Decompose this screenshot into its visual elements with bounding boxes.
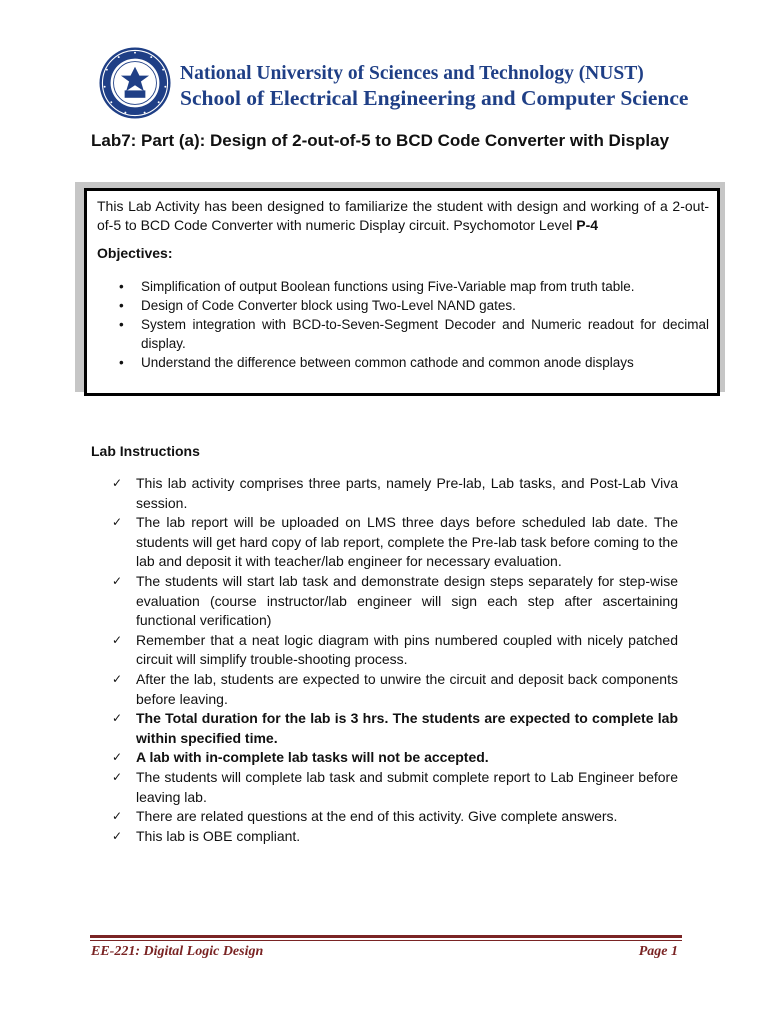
list-item: ✓ The Total duration for the lab is 3 hrs. The students are expected to complete lab within specified time. xyxy=(112,710,678,746)
list-item: ✓ The lab report will be uploaded on LMS three days before scheduled lab date. The students will get hard copy of lab report, complete the Pre-lab task before coming to the lab and deposit it with teacher/lab engineer for necessary evaluation. xyxy=(112,514,678,570)
list-item: ✓ After the lab, students are expected to unwire the circuit and deposit back components before leaving. xyxy=(112,670,678,707)
bullet-icon: • xyxy=(119,298,124,313)
psychomotor-level: P-4 xyxy=(576,217,599,233)
checkmark-icon: ✓ xyxy=(112,573,123,588)
objectives-heading: Objectives: xyxy=(97,245,173,261)
page-label: Page xyxy=(638,944,671,959)
bullet-icon: • xyxy=(119,317,124,332)
instructions-heading: Lab Instructions xyxy=(91,443,200,459)
checkmark-icon: ✓ xyxy=(112,671,123,686)
list-item: ✓ A lab with in-complete lab tasks will not be accepted. xyxy=(112,748,678,768)
list-item: • Understand the difference between common cathode and common anode displays xyxy=(119,355,634,370)
instructions-list xyxy=(112,474,678,846)
school-name: School of Electrical Engineering and Computer Science xyxy=(180,86,689,110)
bullet-icon: • xyxy=(119,355,124,370)
checkmark-icon: ✓ xyxy=(112,476,123,490)
list-item: ✓ There are related questions at the end of this activity. Give complete answers. xyxy=(112,807,678,827)
footer-divider xyxy=(90,935,682,938)
nust-seal-icon xyxy=(98,46,172,120)
list-item: ✓ This lab is OBE compliant. xyxy=(112,827,678,847)
university-name: National University of Sciences and Technology (NUST) xyxy=(180,63,644,84)
objectives-box xyxy=(84,188,720,396)
list-item: • Design of Code Converter block using Two-Level NAND gates. xyxy=(119,298,516,313)
footer-divider-thin xyxy=(90,940,682,941)
objectives-intro xyxy=(97,197,709,235)
footer-course: EE-221: Digital Logic Design xyxy=(91,944,264,959)
lab-title: Lab7: Part (a): Design of 2-out-of-5 to BCD Code Converter with Display xyxy=(91,131,670,150)
checkmark-icon: ✓ xyxy=(112,828,123,843)
objectives-list xyxy=(97,277,709,372)
list-item: • System integration with BCD-to-Seven-Segment Decoder and Numeric readout for decimal display. xyxy=(119,317,709,351)
list-item: ✓ The students will start lab task and demonstrate design steps separately for step-wise evaluation (course instructor/lab engineer will sign each step after ascertaining functional verification) xyxy=(112,572,678,629)
list-item: • Simplification of output Boolean functions using Five-Variable map from truth table. xyxy=(119,279,635,294)
list-item: ✓ This lab activity comprises three parts, namely Pre-lab, Lab tasks, and Post-Lab Viva session. xyxy=(112,475,678,511)
checkmark-icon: ✓ xyxy=(112,750,123,765)
checkmark-icon: ✓ xyxy=(112,809,123,824)
list-item: ✓ The students will complete lab task and submit complete report to Lab Engineer before leaving lab. xyxy=(112,768,678,805)
list-item: ✓ Remember that a neat logic diagram with pins numbered coupled with nicely patched circuit will simplify trouble-shooting process. xyxy=(112,631,678,668)
checkmark-icon: ✓ xyxy=(112,711,123,726)
footer-page xyxy=(639,944,678,960)
intro-text: This Lab Activity has been designed to familiarize the student with design and working of a 2-out-of-5 to BCD Code Converter with numeric Display circuit. Psychomotor Level xyxy=(97,198,709,233)
checkmark-icon: ✓ xyxy=(112,769,123,784)
page-number: 1 xyxy=(671,944,678,959)
bullet-icon: • xyxy=(119,279,124,294)
checkmark-icon: ✓ xyxy=(112,632,123,647)
checkmark-icon: ✓ xyxy=(112,515,123,530)
